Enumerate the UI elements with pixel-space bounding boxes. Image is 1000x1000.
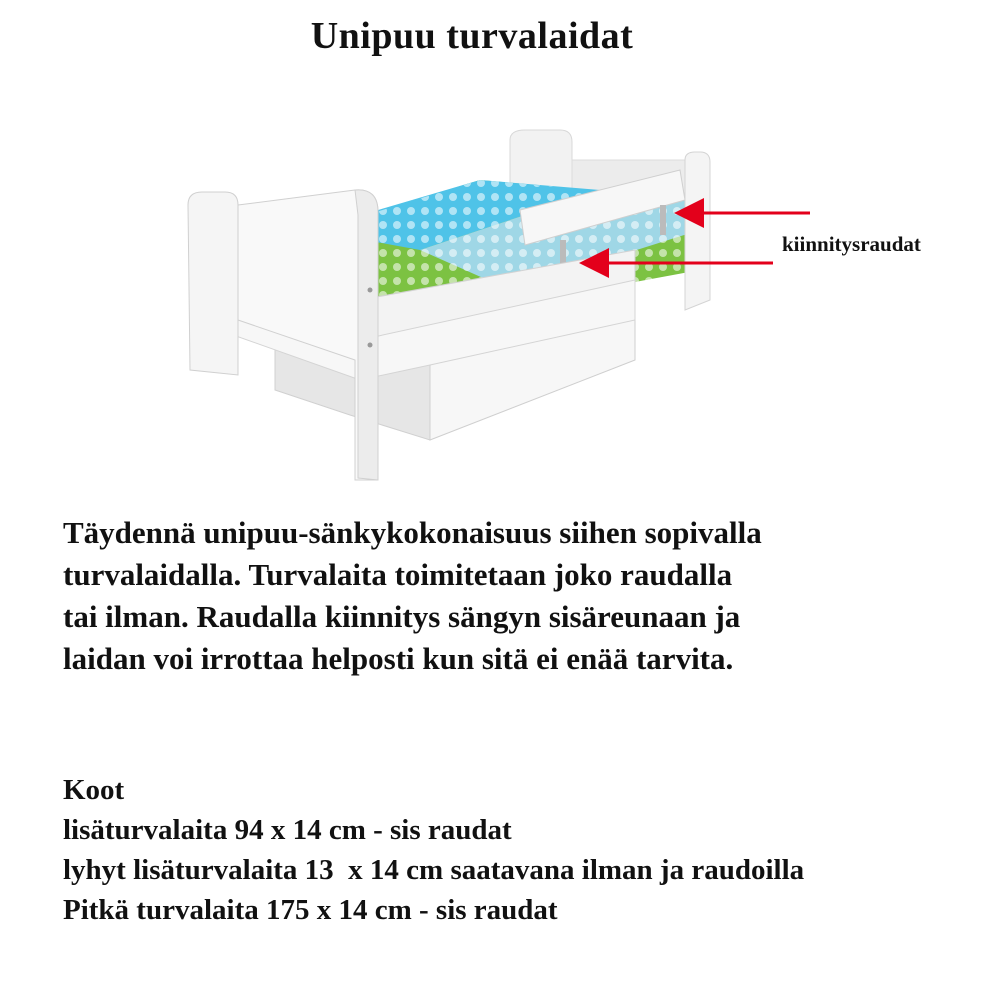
description-text xyxy=(63,512,963,680)
size-line: Pitkä turvalaita 175 x 14 cm - sis raudat xyxy=(63,894,558,926)
sizes-heading: Koot xyxy=(63,774,125,806)
foot-board xyxy=(685,152,710,310)
size-line: lisäturvalaita 94 x 14 cm - sis raudat xyxy=(63,814,512,846)
description-line: laidan voi irrottaa helposti kun sitä ei enää tarvita. xyxy=(63,641,734,676)
callout-label: kiinnitysraudat xyxy=(782,232,921,256)
description-line: turvalaidalla. Turvalaita toimitetaan joko raudalla xyxy=(63,557,733,592)
sizes-section xyxy=(63,770,983,930)
description-line: tai ilman. Raudalla kiinnitys sängyn sisäreunaan ja xyxy=(63,599,741,634)
page-title: Unipuu turvalaidat xyxy=(310,15,634,57)
front-headboard xyxy=(188,190,378,480)
size-line: lyhyt lisäturvalaita 13 x 14 cm saatavana ilman ja raudoilla xyxy=(63,854,805,886)
description-line: Täydennä unipuu-sänkykokonaisuus siihen sopivalla xyxy=(63,515,762,550)
bed-illustration xyxy=(180,120,980,490)
